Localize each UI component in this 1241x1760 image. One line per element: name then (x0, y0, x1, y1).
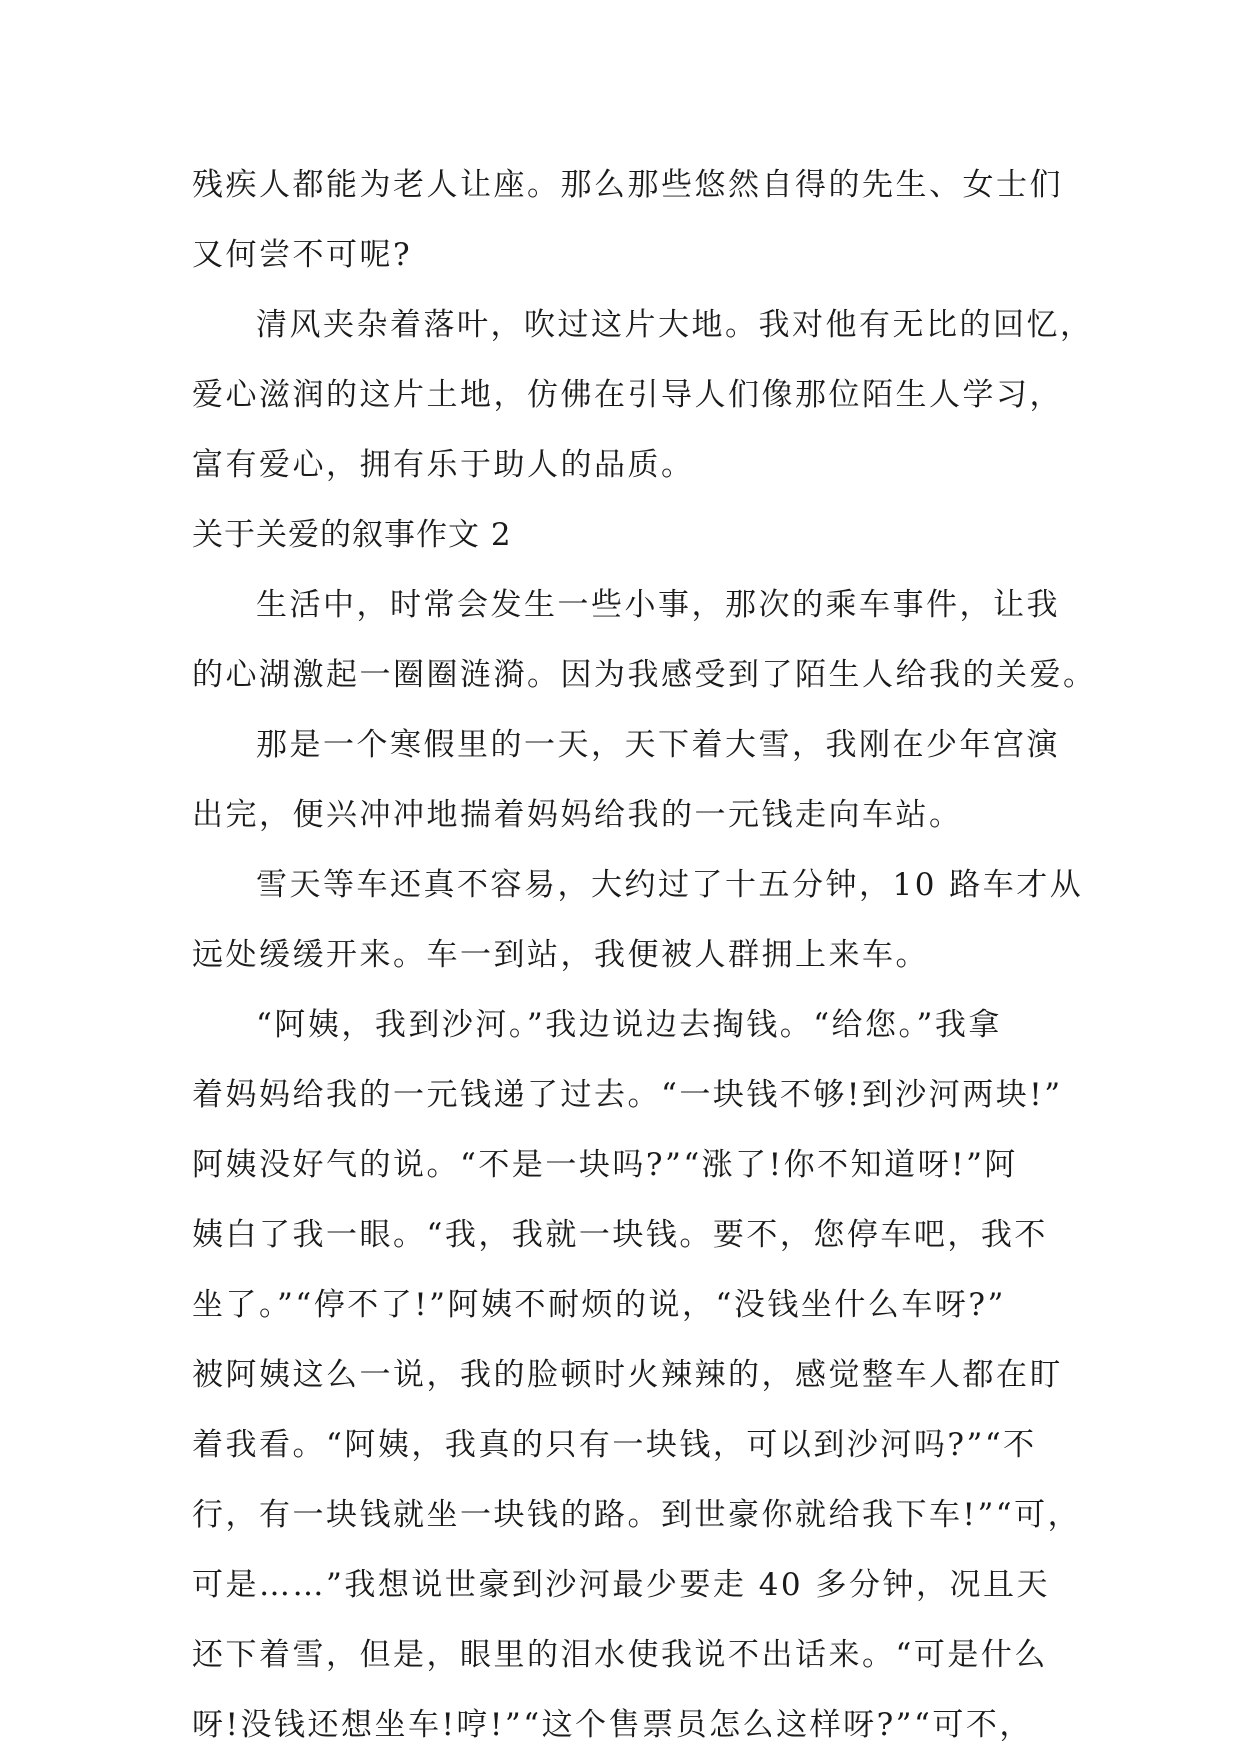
text-line: 着妈妈给我的一元钱递了过去。“一块钱不够!到沙河两块!” (192, 1077, 1063, 1113)
text-line: 爱心滋润的这片土地，仿佛在引导人们像那位陌生人学习， (192, 377, 1063, 413)
essay-section (192, 500, 1097, 1760)
text-line: 行，有一块钱就坐一块钱的路。到世豪你就给我下车!”“可， (192, 1497, 1082, 1533)
text-line: 雪天等车还真不容易，大约过了十五分钟，10 路车才从 (256, 867, 1084, 903)
text-line: 出完，便兴冲冲地揣着妈妈给我的一元钱走向车站。 (192, 797, 963, 833)
text-line: 生活中，时常会发生一些小事，那次的乘车事件，让我 (256, 587, 1060, 623)
text-line: 呀!没钱还想坐车!哼!”“这个售票员怎么这样呀?”“可不， (192, 1707, 1033, 1743)
text-line: 那是一个寒假里的一天，天下着大雪，我刚在少年宫演 (256, 727, 1060, 763)
text-line: “阿姨，我到沙河。”我边说边去掏钱。“给您。”我拿 (256, 1007, 1002, 1043)
text-line: 富有爱心，拥有乐于助人的品质。 (192, 447, 695, 483)
text-line: 阿姨没好气的说。“不是一块吗?”“涨了!你不知道呀!”阿 (192, 1147, 1018, 1183)
text-line: 残疾人都能为老人让座。那么那些悠然自得的先生、女士们 (192, 167, 1063, 203)
text-line: 坐了。”“停不了!”阿姨不耐烦的说，“没钱坐什么车呀?” (192, 1287, 1006, 1323)
text-line: 姨白了我一眼。“我，我就一块钱。要不，您停车吧，我不 (192, 1217, 1048, 1253)
text-line: 远处缓缓开来。车一到站，我便被人群拥上来车。 (192, 937, 929, 973)
text-line: 又何尝不可呢? (192, 237, 413, 273)
text-line: 的心湖激起一圈圈涟漪。因为我感受到了陌生人给我的关爱。 (192, 657, 1097, 693)
text-line: 可是……”我想说世豪到沙河最少要走 40 多分钟，况且天 (192, 1567, 1051, 1603)
section-heading: 关于关爱的叙事作文 2 (192, 517, 512, 553)
text-line: 被阿姨这么一说，我的脸顿时火辣辣的，感觉整车人都在盯 (192, 1357, 1063, 1393)
text-line: 着我看。“阿姨，我真的只有一块钱，可以到沙河吗?”“不 (192, 1427, 1037, 1463)
intro-paragraphs (192, 150, 1094, 500)
text-line: 还下着雪，但是，眼里的泪水使我说不出话来。“可是什么 (192, 1637, 1048, 1673)
text-line: 清风夹杂着落叶，吹过这片大地。我对他有无比的回忆， (256, 307, 1094, 343)
